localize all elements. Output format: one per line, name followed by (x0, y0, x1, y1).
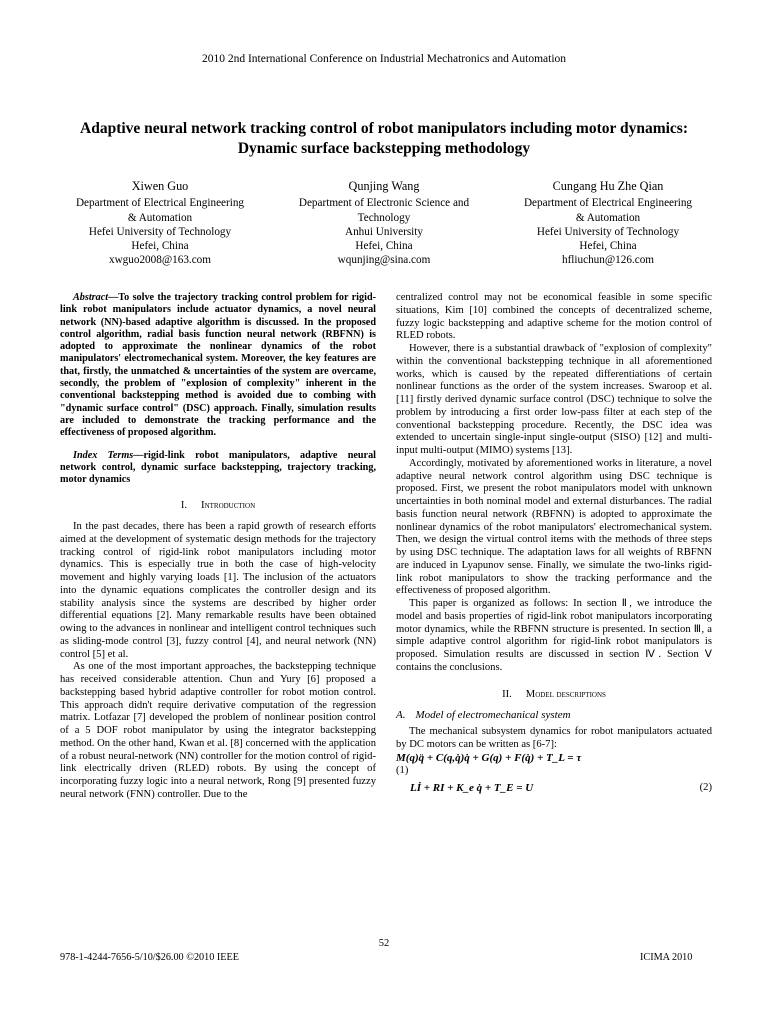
section-number: II. (502, 688, 512, 700)
paragraph: As one of the most important approaches, the backstepping technique has received considerable attention. Chun and Yury [6] proposed a backstepping based hybrid adaptive controller for robot motion control. This approach didn't require derivative computation of the regression matrix. Lotfazar [7] developed the problem of nonlinear position control of a 5 DOF robot manipulator by using the integrator backstepping method. On the other hand, Kwan et al. [8] concerned with the application of a robust neural-network (NN) controller for the motion control of rigid-link electrically driven (RLED) robots. By using the concept of incorporating fuzzy logic into a neural network, Rong [9] presented fuzzy neural network (FNN) controller. Due to the (60, 661, 376, 800)
author-1 (48, 179, 272, 268)
paragraph: The mechanical subsystem dynamics for robot manipulators actuated by DC motors can be written as [6-7]: (396, 726, 712, 750)
section-heading-introduction (60, 500, 376, 513)
equation-2 (396, 782, 712, 795)
abstract (60, 292, 376, 440)
section-title: Model descriptions (525, 688, 606, 700)
affiliation-line: Technology (357, 211, 411, 224)
affiliation-line: Hefei, China (579, 240, 637, 253)
section-title: Introduction (201, 500, 256, 512)
subsection-label: A. (396, 709, 406, 722)
author-name: Xiwen Guo (131, 179, 189, 193)
author-3 (496, 179, 720, 268)
footer-copyright: 978-1-4244-7656-5/10/$26.00 ©2010 IEEE (60, 952, 239, 963)
author-email: hfliuchun@126.com (561, 254, 655, 267)
equation-number: (1) (396, 765, 409, 777)
equation-1 (396, 752, 712, 766)
paper-title: Adaptive neural network tracking control of robot manipulators including motor dynamics: Dynamic surface backstepping methodology (80, 120, 688, 157)
author-email: wqunjing@sina.com (337, 254, 431, 267)
equation-text: Lİ + RI + K_e q̇ + T_E = U (410, 782, 534, 794)
affiliation-line: Department of Electrical Engineering (523, 197, 693, 210)
affiliation-line: Department of Electrical Engineering (75, 197, 245, 210)
affiliation-line: Hefei, China (131, 240, 189, 253)
author-email: xwguo2008@163.com (109, 254, 211, 267)
page-number: 52 (378, 938, 390, 949)
affiliation-line: Department of Electronic Science and (298, 197, 470, 210)
equation-text: M(q)q̈ + C(q,q̇)q̇ + G(q) + F(q̇) + T_L = τ (396, 751, 582, 764)
affiliation-line: Hefei University of Technology (88, 225, 232, 238)
paragraph: centralized control may not be economical feasible in some specific situations, Kim [10] combined the concepts of decentralized scheme, fuzzy logic backstepping and adaptive scheme for the motion control of RLED robots. (396, 292, 712, 342)
author-name: Cungang Hu Zhe Qian (552, 179, 664, 193)
author-2 (272, 179, 496, 268)
abstract-label: Abstract (73, 292, 109, 303)
abstract-text: —To solve the trajectory tracking control problem for rigid-link robot manipulators include actuator dynamics, a novel neural network (NN)-based adaptive algorithm is discussed. In the proposed control algorithm, radial basis function neural network (RBFNN) is adopted to approximate the nonlinear dynamics of the robot manipulators' electromechanical system. Moreover, the key features are that, firstly, the unmatched & uncertainties of the system are overcame, secondly, the problem of "explosion of complexity" inherent in the conventional backstepping method is avoided due to combing with "dynamic surface control" (DSC) approach. Finally, simulation results are included to demonstrate the tracking performance and the effectiveness of proposed algorithm. (60, 292, 376, 439)
author-name: Qunjing Wang (348, 179, 420, 193)
subsection-heading (396, 709, 712, 722)
paragraph: However, there is a substantial drawback of "explosion of complexity" within the conventional backstepping technique in all aforementioned works, which is caused by the repeated differentiations of certain nonlinear functions as the order of the system increases. Swaroop et al. [11] firstly derived dynamic surface control (DSC) technique to solve the problem by introducing a first order low-pass filter at each step of the conventional backstepping procedure. Recently, the DSC idea was extended to uncertain single-input single-output (SISO) [12] and multi-input multi-output (MIMO) systems [13]. (396, 343, 712, 456)
conference-header: 2010 2nd International Conference on Industrial Mechatronics and Automation (201, 53, 567, 65)
section-number: I. (180, 500, 188, 512)
left-column (60, 292, 376, 802)
affiliation-line: Anhui University (345, 225, 423, 238)
subsection-title: Model of electromechanical system (415, 709, 571, 722)
index-terms (60, 450, 376, 487)
right-column (396, 292, 712, 795)
paragraph: Accordingly, motivated by aforementioned works in literature, a novel adaptive neural network control algorithm using DSC technique is proposed. First, we present the robot manipulators model with unknown uncertainties in both nominal model and external disturbances. The radial basis function neural network (RBFNN) is adopted to approximate the nonlinear dynamics of the robot manipulators' electromechanical system. Then, we design the virtual control items with the methods of three steps by using DSC technique. The adaptation laws for all weights of RBFNN are induced in Lyapunov sense. Finally, we simulate the two-links rigid-link robot manipulators to show the tracking performance and the effectiveness of proposed algorithm. (396, 457, 712, 597)
footer-conference: ICIMA 2010 (640, 952, 693, 963)
index-terms-label: Index Terms (73, 449, 134, 461)
affiliation-line: & Automation (575, 211, 641, 224)
author-block (48, 179, 720, 268)
section-heading-model (396, 689, 712, 702)
paragraph: This paper is organized as follows: In section Ⅱ, we introduce the model and basis properties of rigid-link robot manipulators incorporating motor dynamics, while the RBFNN structure is presented. In section Ⅲ, a simple adaptive control algorithm for rigid-link robot manipulators is proposed. Simulation results are discussed in section Ⅳ. Section Ⅴ contains the conclusions. (396, 598, 712, 673)
index-terms-text: —rigid-link robot manipulators, adaptive neural network control, dynamic surface backstepping, trajectory tracking, motor dynamics (60, 449, 376, 486)
paragraph: In the past decades, there has been a rapid growth of research efforts aimed at the development of systematic design methods for the trajectory tracking control of rigid-link robot manipulators including motor dynamics. This is especially true in both the case of high-velocity movement and highly varying loads [1]. The inclusion of the actuators into the dynamic equations complicates the controller design and its stability analysis since the systems are described by higher order differential equations [2]. Many remarkable results have been obtained owing to the advances in nonlinear and intelligent control techniques such as sliding-mode control [3], fuzzy control [4], and neural network (NN) control [5] et al. (60, 521, 376, 660)
affiliation-line: Hefei, China (355, 240, 413, 253)
affiliation-line: Hefei University of Technology (536, 225, 680, 238)
affiliation-line: & Automation (127, 211, 193, 224)
equation-number: (2) (699, 782, 712, 793)
